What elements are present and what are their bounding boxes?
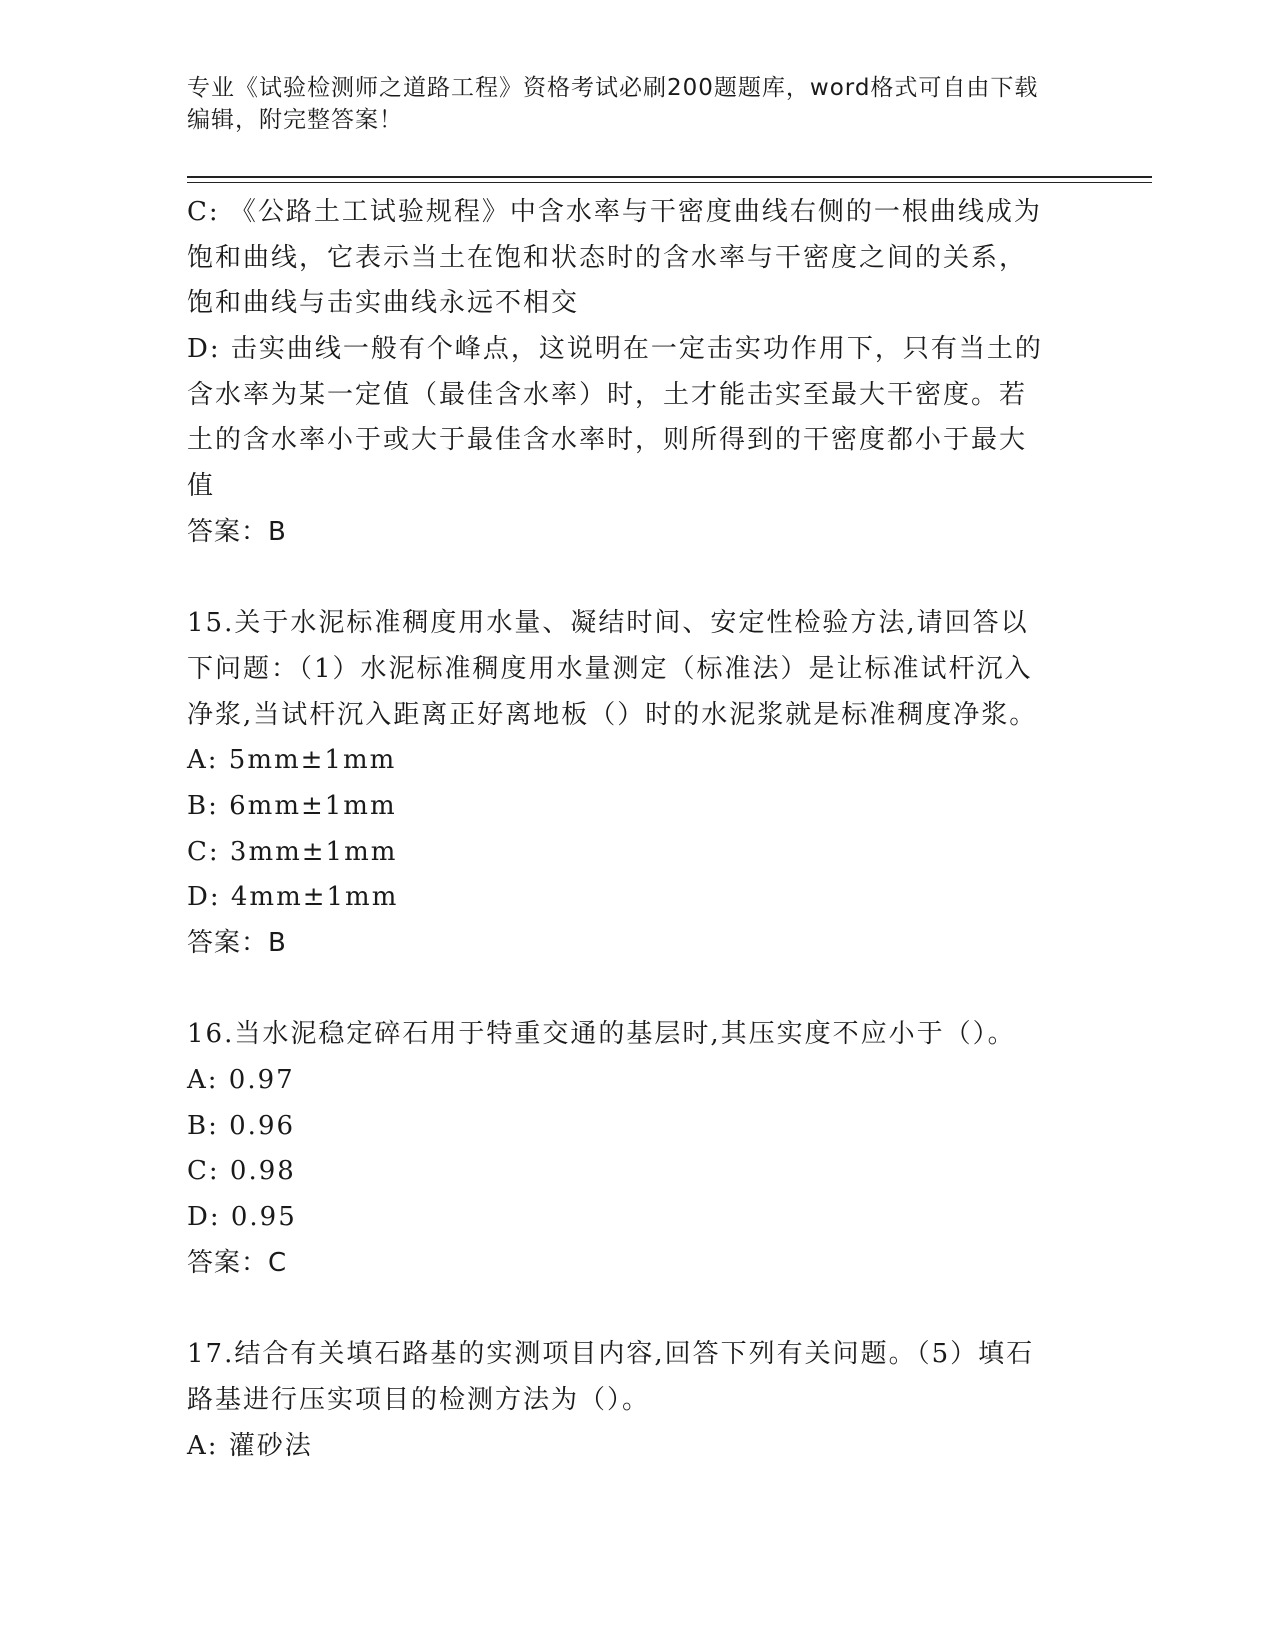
stem-line: 净浆,当试杆沉入距离正好离地板（）时的水泥浆就是标准稠度净浆。 <box>187 699 1038 730</box>
question-16-option-c: C: 0.98 <box>187 1156 296 1187</box>
option-line: 土的含水率小于或大于最佳含水率时，则所得到的干密度都小于最大 <box>187 425 1028 456</box>
stem-line: 路基进行压实项目的检测方法为（）。 <box>187 1384 651 1415</box>
question-16-stem: 16.当水泥稳定碎石用于特重交通的基层时,其压实度不应小于（）。 <box>187 1019 1016 1050</box>
question-15-option-a: A: 5mm±1mm <box>187 745 397 776</box>
header-line-2: 编辑，附完整答案！ <box>187 107 403 133</box>
question-15-option-d: D: 4mm±1mm <box>187 882 399 913</box>
question-16-option-d: D: 0.95 <box>187 1202 297 1233</box>
question-14-answer: 答案：B <box>187 516 287 547</box>
option-line: 含水率为某一定值（最佳含水率）时，土才能击实至最大干密度。若 <box>187 379 1028 410</box>
question-16-answer: 答案：C <box>187 1247 288 1278</box>
stem-line: 15.关于水泥标准稠度用水量、凝结时间、安定性检验方法,请回答以 <box>187 608 1029 639</box>
stem-line: 17.结合有关填石路基的实测项目内容,回答下列有关问题。（5）填石 <box>187 1339 1035 1370</box>
header-divider-thick <box>187 176 1152 178</box>
question-14-option-d <box>187 327 1087 510</box>
option-line: 饱和曲线，它表示当土在饱和状态时的含水率与干密度之间的关系， <box>187 242 1028 273</box>
question-16-option-b: B: 0.96 <box>187 1110 296 1141</box>
question-15-option-c: C: 3mm±1mm <box>187 836 398 867</box>
header-line-1: 专业《试验检测师之道路工程》资格考试必刷200题题库，word格式可自由下载 <box>187 75 1039 101</box>
spacer <box>187 556 1087 602</box>
spacer <box>187 967 1087 1013</box>
question-17-option-a: A: 灌砂法 <box>187 1430 313 1461</box>
question-14-option-c <box>187 190 1087 327</box>
option-line: D: 击实曲线一般有个峰点，这说明在一定击实功作用下，只有当土的 <box>187 334 1043 365</box>
document-header <box>187 72 1087 136</box>
stem-line: 下问题：（1）水泥标准稠度用水量测定（标准法）是让标准试杆沉入 <box>187 653 1033 684</box>
option-line: 饱和曲线与击实曲线永远不相交 <box>187 288 580 319</box>
question-15-stem <box>187 601 1087 738</box>
question-15-option-b: B: 6mm±1mm <box>187 790 397 821</box>
question-17-stem <box>187 1332 1087 1423</box>
option-line: 值 <box>187 471 216 502</box>
option-line: C: 《公路土工试验规程》中含水率与干密度曲线右侧的一根曲线成为 <box>187 197 1042 227</box>
spacer <box>187 1287 1087 1333</box>
header-divider-thin <box>187 182 1152 183</box>
question-16-option-a: A: 0.97 <box>187 1065 295 1096</box>
question-15-answer: 答案：B <box>187 928 287 958</box>
question-content <box>187 190 1087 1469</box>
